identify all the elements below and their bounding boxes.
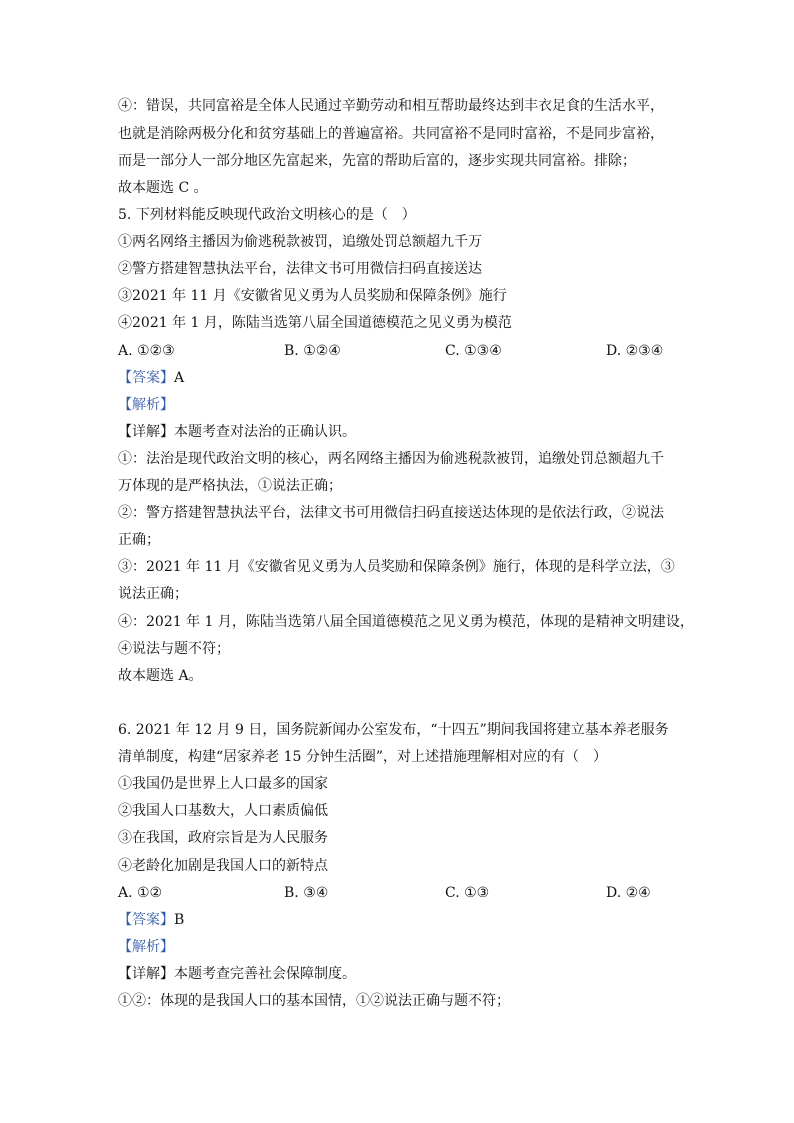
answer-tag: 【答案】 — [118, 912, 174, 928]
q5-answer — [118, 368, 184, 388]
q6-option-c: C. ①③ — [445, 885, 490, 901]
q5-item: ④2021 年 1 月，陈陆当选第八届全国道德模范之见义勇为模范 — [118, 315, 512, 331]
q5-item: ③2021 年 11 月《安徽省见义勇为人员奖励和保障条例》施行 — [118, 288, 507, 304]
q5-explanation-line: ④说法与题不符； — [118, 641, 230, 657]
q6-item: ②我国人口基数大，人口素质偏低 — [118, 803, 328, 819]
q6-item: ③在我国，政府宗旨是为人民服务 — [118, 830, 328, 846]
analysis-tag: 【解析】 — [118, 939, 174, 955]
q5-explanation-line: 正确； — [118, 532, 160, 548]
detail-text: 本题考查完善社会保障制度。 — [174, 966, 356, 982]
q4-explanation-line: 而是一部分人一部分地区先富起来，先富的帮助后富的，逐步实现共同富裕。排除； — [118, 153, 636, 169]
q5-item: ①两名网络主播因为偷逃税款被罚，追缴处罚总额超九千万 — [118, 234, 482, 250]
q5-explanation-line: 说法正确； — [118, 586, 188, 602]
q5-option-b: B. ①②④ — [284, 343, 341, 359]
q5-item: ②警方搭建智慧执法平台，法律文书可用微信扫码直接送达 — [118, 261, 482, 277]
q5-option-d: D. ②③④ — [606, 343, 664, 359]
q5-detail — [118, 422, 356, 442]
answer-tag: 【答案】 — [118, 370, 174, 386]
q5-explanation-line: ④：2021 年 1 月，陈陆当选第八届全国道德模范之见义勇为模范，体现的是精神文明建设， — [118, 614, 694, 630]
q5-analysis-heading — [118, 395, 174, 415]
q5-explanation-line: 万体现的是严格执法，①说法正确； — [118, 478, 342, 494]
q4-conclusion: 故本题选 C 。 — [118, 180, 208, 196]
q6-stem-line: 清单制度，构建“居家养老 15 分钟生活圈”，对上述措施理解相对应的有（ ） — [118, 749, 608, 765]
q6-stem-line: 6. 2021 年 12 月 9 日，国务院新闻办公室发布，“十四五”期间我国将建立基本养老服务 — [118, 722, 669, 738]
q6-detail — [118, 964, 356, 984]
detail-text: 本题考查对法治的正确认识。 — [174, 424, 356, 440]
q5-option-c: C. ①③④ — [445, 343, 502, 359]
analysis-tag: 【解析】 — [118, 397, 174, 413]
q6-item: ①我国仍是世界上人口最多的国家 — [118, 776, 328, 792]
q5-explanation-line: ①：法治是现代政治文明的核心，两名网络主播因为偷逃税款被罚，追缴处罚总额超九千 — [118, 451, 664, 467]
q6-option-d: D. ②④ — [606, 885, 651, 901]
q6-answer — [118, 910, 184, 930]
answer-value: A — [174, 370, 185, 386]
q6-option-a: A. ①② — [118, 885, 163, 901]
answer-value: B — [174, 912, 185, 928]
q6-explanation-line: ①②：体现的是我国人口的基本国情，①②说法正确与题不符； — [118, 993, 510, 1009]
q6-option-b: B. ③④ — [284, 885, 329, 901]
q4-explanation-line: ④：错误，共同富裕是全体人民通过辛勤劳动和相互帮助最终达到丰衣足食的生活水平， — [118, 98, 664, 114]
detail-tag: 【详解】 — [118, 424, 174, 440]
q4-explanation-line: 也就是消除两极分化和贫穷基础上的普遍富裕。共同富裕不是同时富裕，不是同步富裕， — [118, 126, 664, 142]
q6-item: ④老龄化加剧是我国人口的新特点 — [118, 858, 328, 874]
q6-analysis-heading — [118, 937, 174, 957]
q5-explanation-line: ②：警方搭建智慧执法平台，法律文书可用微信扫码直接送达体现的是依法行政，②说法 — [118, 505, 664, 521]
q5-option-a: A. ①②③ — [118, 343, 175, 359]
q5-stem: 5. 下列材料能反映现代政治文明核心的是（ ） — [118, 207, 416, 223]
q5-conclusion: 故本题选 A。 — [118, 668, 203, 684]
detail-tag: 【详解】 — [118, 966, 174, 982]
q5-explanation-line: ③：2021 年 11 月《安徽省见义勇为人员奖励和保障条例》施行，体现的是科学立法，③ — [118, 559, 675, 575]
